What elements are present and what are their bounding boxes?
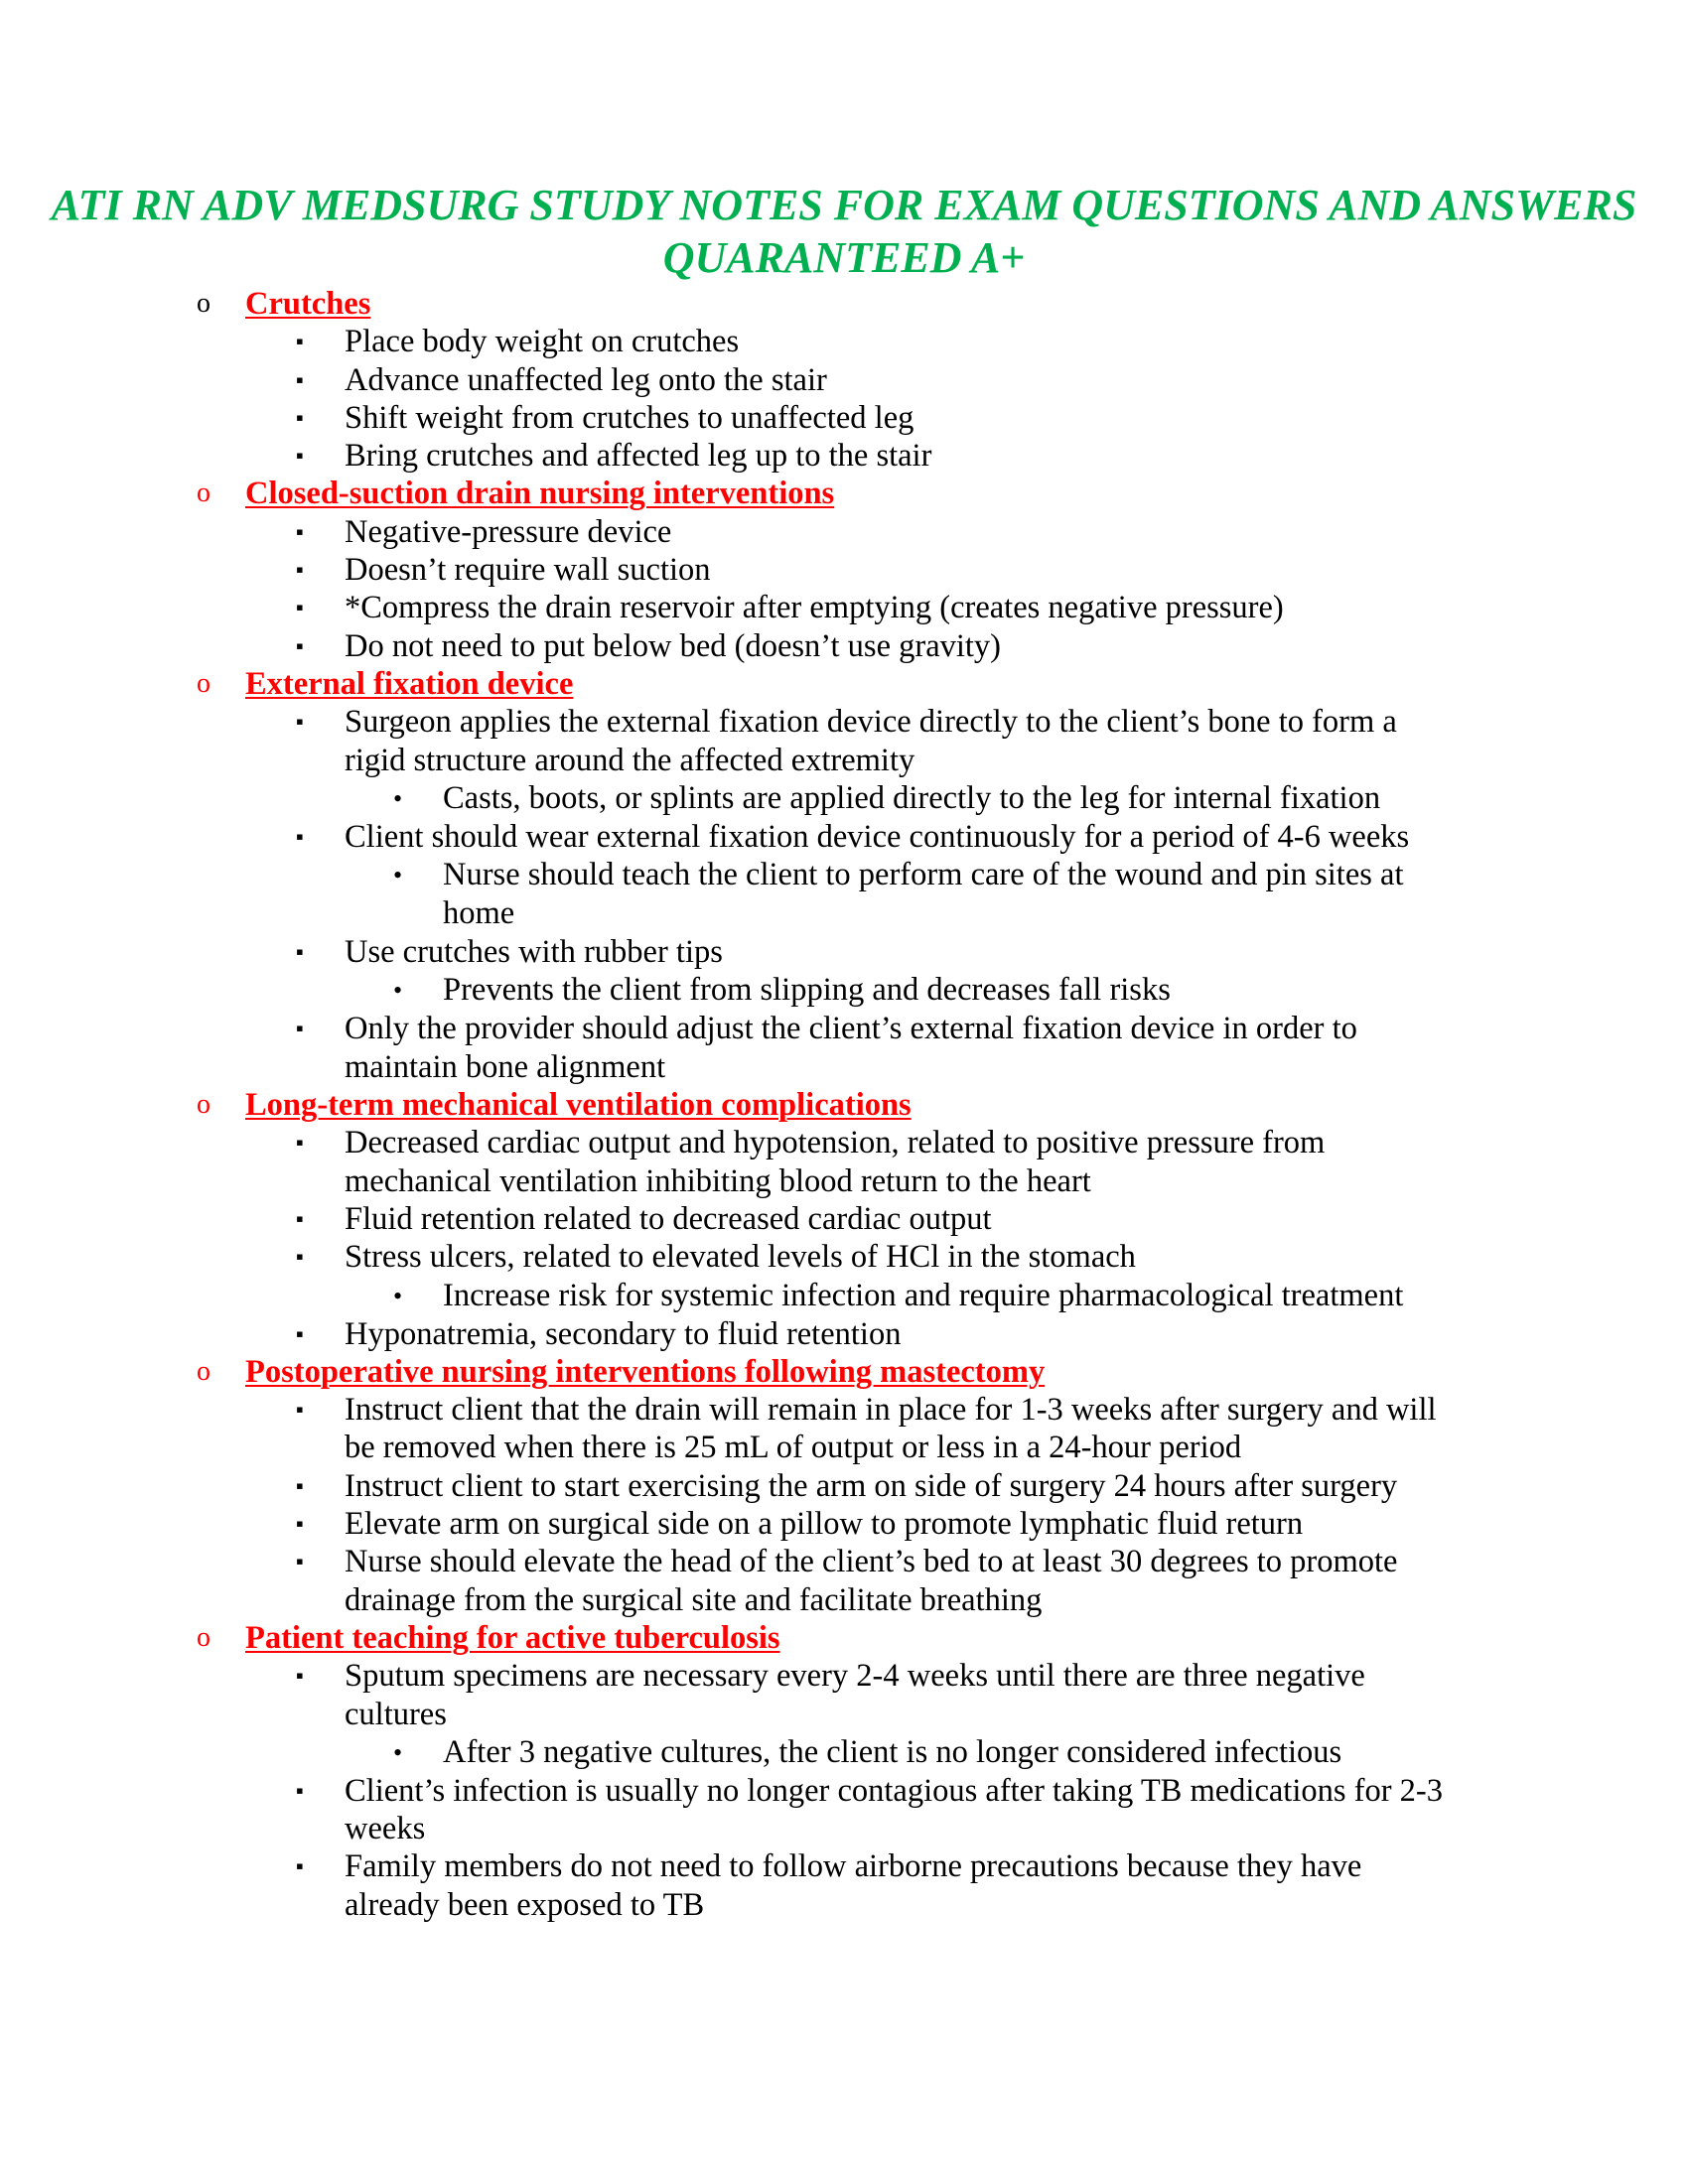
round-bullet-icon: • bbox=[393, 976, 403, 1006]
square-bullet-icon: ▪ bbox=[296, 1663, 304, 1689]
square-bullet-icon: ▪ bbox=[296, 709, 304, 735]
list-item bbox=[0, 399, 1688, 437]
square-bullet-icon: ▪ bbox=[296, 823, 304, 849]
list-item bbox=[0, 818, 1688, 856]
list-item-text: Family members do not need to follow airborne precautions because they have already been exposed to TB bbox=[345, 1848, 1362, 1923]
section-heading-text: Closed-suction drain nursing interventions bbox=[245, 476, 835, 512]
section-heading-text: External fixation device bbox=[245, 665, 574, 702]
round-bullet-icon: • bbox=[393, 1737, 403, 1767]
section-heading-text: Postoperative nursing interventions following mastectomy bbox=[245, 1353, 1046, 1390]
section-heading bbox=[0, 1619, 1688, 1657]
square-bullet-icon: ▪ bbox=[296, 1853, 304, 1879]
sub-list-item bbox=[0, 856, 1688, 933]
square-bullet-icon: ▪ bbox=[296, 518, 304, 544]
square-bullet-icon: ▪ bbox=[296, 557, 304, 583]
hollow-circle-bullet-icon: o bbox=[197, 1621, 211, 1653]
section bbox=[0, 1619, 1688, 1924]
square-bullet-icon: ▪ bbox=[296, 1320, 304, 1346]
list-item-text: Instruct client to start exercising the arm on side of surgery 24 hours after surgery bbox=[345, 1467, 1398, 1504]
square-bullet-icon: ▪ bbox=[296, 443, 304, 469]
section-heading-text: Crutches bbox=[245, 286, 371, 322]
list-item-text: Client’s infection is usually no longer contagious after taking TB medications for 2-3 weeks bbox=[345, 1772, 1443, 1847]
square-bullet-icon: ▪ bbox=[296, 1244, 304, 1270]
square-bullet-icon: ▪ bbox=[296, 1016, 304, 1041]
list-item bbox=[0, 1124, 1688, 1200]
square-bullet-icon: ▪ bbox=[296, 595, 304, 620]
section-heading-text: Patient teaching for active tuberculosis bbox=[245, 1619, 780, 1656]
square-bullet-icon: ▪ bbox=[296, 1472, 304, 1498]
round-bullet-icon: • bbox=[393, 861, 403, 890]
section bbox=[0, 285, 1688, 475]
hollow-circle-bullet-icon: o bbox=[197, 288, 211, 319]
list-item-text: Shift weight from crutches to unaffected leg bbox=[345, 399, 914, 436]
list-item bbox=[0, 627, 1688, 665]
sub-list-item bbox=[0, 1733, 1688, 1772]
list-item bbox=[0, 1657, 1688, 1733]
list-item-text: Fluid retention related to decreased cardiac output bbox=[345, 1200, 992, 1237]
list-item-text: Elevate arm on surgical side on a pillow to promote lymphatic fluid return bbox=[345, 1506, 1304, 1543]
list-item-text: Stress ulcers, related to elevated levels of HCl in the stomach bbox=[345, 1239, 1136, 1276]
section bbox=[0, 1353, 1688, 1619]
list-item bbox=[0, 1543, 1688, 1619]
section bbox=[0, 665, 1688, 1086]
list-item-text: Hyponatremia, secondary to fluid retention bbox=[345, 1315, 902, 1352]
square-bullet-icon: ▪ bbox=[296, 939, 304, 965]
square-bullet-icon: ▪ bbox=[296, 1511, 304, 1537]
square-bullet-icon: ▪ bbox=[296, 632, 304, 658]
list-item-text: Sputum specimens are necessary every 2-4 weeks until there are three negative cultures bbox=[345, 1658, 1365, 1732]
list-item bbox=[0, 361, 1688, 399]
list-item bbox=[0, 703, 1688, 779]
square-bullet-icon: ▪ bbox=[296, 1205, 304, 1231]
list-item bbox=[0, 1010, 1688, 1086]
round-bullet-icon: • bbox=[393, 1281, 403, 1310]
square-bullet-icon: ▪ bbox=[296, 329, 304, 354]
sub-list-item bbox=[0, 1277, 1688, 1315]
list-item bbox=[0, 1238, 1688, 1276]
list-item-text: Place body weight on crutches bbox=[345, 324, 740, 360]
list-item bbox=[0, 589, 1688, 626]
sub-list-item-text: After 3 negative cultures, the client is no longer considered infectious bbox=[443, 1733, 1342, 1770]
list-item bbox=[0, 437, 1688, 475]
list-item bbox=[0, 551, 1688, 589]
square-bullet-icon: ▪ bbox=[296, 1397, 304, 1423]
list-item-text: Instruct client that the drain will remain in place for 1-3 weeks after surgery and will be removed when there is 25 mL of output or less in a 24-hour period bbox=[345, 1392, 1437, 1466]
sub-list-item bbox=[0, 971, 1688, 1010]
list-item bbox=[0, 1315, 1688, 1353]
list-item-text: Client should wear external fixation device continuously for a period of 4-6 weeks bbox=[345, 818, 1410, 855]
section-heading bbox=[0, 285, 1688, 323]
list-item bbox=[0, 323, 1688, 360]
sub-list-item bbox=[0, 779, 1688, 818]
list-item-text: Nurse should elevate the head of the client’s bed to at least 30 degrees to promote drainage from the surgical site and facilitate breathing bbox=[345, 1544, 1398, 1618]
section-heading bbox=[0, 475, 1688, 512]
square-bullet-icon: ▪ bbox=[296, 1549, 304, 1574]
section-heading-text: Long-term mechanical ventilation complications bbox=[245, 1087, 912, 1124]
document-title: ATI RN ADV MEDSURG STUDY NOTES FOR EXAM QUESTIONS AND ANSWERS QUARANTEED A+ bbox=[51, 181, 1637, 282]
section-heading bbox=[0, 665, 1688, 703]
section bbox=[0, 475, 1688, 664]
list-item bbox=[0, 1467, 1688, 1505]
list-item-text: Use crutches with rubber tips bbox=[345, 934, 723, 971]
square-bullet-icon: ▪ bbox=[296, 404, 304, 430]
list-item-text: Doesn’t require wall suction bbox=[345, 552, 711, 589]
list-item bbox=[0, 1847, 1688, 1924]
list-item bbox=[0, 513, 1688, 551]
section-heading bbox=[0, 1353, 1688, 1391]
list-item-text: Negative-pressure device bbox=[345, 513, 672, 550]
sub-list-item-text: Increase risk for systemic infection and require pharmacological treatment bbox=[443, 1277, 1404, 1313]
list-item-text: Do not need to put below bed (doesn’t use gravity) bbox=[345, 627, 1001, 664]
list-item bbox=[0, 933, 1688, 971]
square-bullet-icon: ▪ bbox=[296, 1777, 304, 1803]
list-item bbox=[0, 1391, 1688, 1467]
hollow-circle-bullet-icon: o bbox=[197, 1089, 211, 1121]
hollow-circle-bullet-icon: o bbox=[197, 478, 211, 509]
list-item bbox=[0, 1772, 1688, 1848]
notes-content bbox=[0, 285, 1688, 1924]
list-item-text: *Compress the drain reservoir after emptying (creates negative pressure) bbox=[345, 590, 1284, 626]
list-item bbox=[0, 1505, 1688, 1543]
square-bullet-icon: ▪ bbox=[296, 1130, 304, 1156]
sub-list-item-text: Casts, boots, or splints are applied directly to the leg for internal fixation bbox=[443, 779, 1381, 816]
sub-list-item-text: Prevents the client from slipping and decreases fall risks bbox=[443, 972, 1171, 1009]
list-item-text: Advance unaffected leg onto the stair bbox=[345, 361, 827, 398]
sub-list-item-text: Nurse should teach the client to perform care of the wound and pin sites at home bbox=[443, 857, 1404, 932]
hollow-circle-bullet-icon: o bbox=[197, 667, 211, 699]
round-bullet-icon: • bbox=[393, 783, 403, 813]
hollow-circle-bullet-icon: o bbox=[197, 1355, 211, 1387]
section bbox=[0, 1086, 1688, 1353]
list-item-text: Bring crutches and affected leg up to the stair bbox=[345, 438, 932, 475]
square-bullet-icon: ▪ bbox=[296, 366, 304, 392]
list-item-text: Decreased cardiac output and hypotension, related to positive pressure from mechanical ventilation inhibiting blood return to the heart bbox=[345, 1125, 1326, 1199]
section-heading bbox=[0, 1086, 1688, 1124]
list-item-text: Surgeon applies the external fixation device directly to the client’s bone to form a rigid structure around the affected extremity bbox=[345, 704, 1397, 778]
list-item-text: Only the provider should adjust the client’s external fixation device in order to maintain bone alignment bbox=[345, 1011, 1357, 1085]
list-item bbox=[0, 1200, 1688, 1238]
